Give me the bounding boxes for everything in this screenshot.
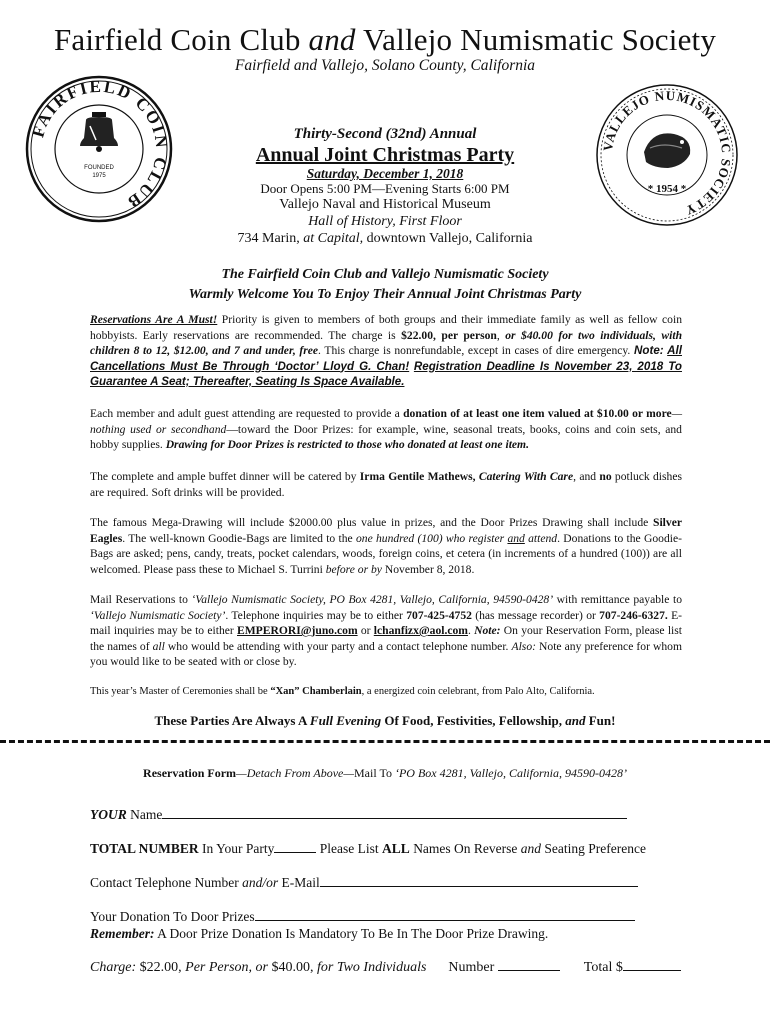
email-link-lchan[interactable]: lchanfizx@aol.com bbox=[373, 624, 468, 637]
donation-paragraph: Each member and adult guest attending are requested to provide a donation of at least one item valued at $10.00 or more—nothing used or secondhand—toward the Door Prizes: for example, wine, seasonal treats, books, coins and coin sets, and hobby supplies. Drawing for Door Prizes is restricted to those who donated at least one item. bbox=[90, 407, 682, 451]
svg-text:FAIRFIELD COIN CLUB: FAIRFIELD COIN CLUB bbox=[28, 76, 172, 213]
mega-drawing-paragraph: The famous Mega-Drawing will include $2000.00 plus value in prizes, and the Door Prizes Drawing shall include Silver Eagles. The well-known Goodie-Bags are limited to the one hundred (100) who register and attend. Donations to the Goodie-Bags are asked; pens, candy, treats, pocket calendars, woods, foreign coins, et cetera (in increments of a hundred (100)) are all welcomed. Please pass these to Michael S. Turrini before or by November 8, 2018. bbox=[90, 516, 682, 576]
event-times: Door Opens 5:00 PM—Evening Starts 6:00 PM bbox=[260, 181, 510, 196]
number-field[interactable] bbox=[498, 958, 560, 971]
master-of-ceremonies-paragraph: This year’s Master of Ceremonies shall be “Xan” Chamberlain, a energized coin celebrant, from Palo Alto, California. bbox=[90, 686, 595, 697]
name-field-row: YOUR Name bbox=[90, 806, 627, 823]
welcome-line-1: The Fairfield Coin Club and Vallejo Numismatic Society bbox=[221, 267, 549, 282]
svg-text:FOUNDED: FOUNDED bbox=[84, 165, 114, 171]
event-venue: Vallejo Naval and Historical Museum bbox=[279, 197, 491, 212]
name-field[interactable] bbox=[162, 806, 627, 819]
party-size-field[interactable] bbox=[274, 840, 316, 853]
eagle-icon bbox=[644, 133, 690, 168]
liberty-bell-icon bbox=[80, 112, 118, 152]
closing-line: These Parties Are Always A Full Evening Of Food, Festivities, Fellowship, and Fun! bbox=[154, 713, 616, 728]
party-size-row: TOTAL NUMBER In Your Party Please List ALL Names On Reverse and Seating Preference bbox=[90, 841, 646, 856]
contact-field[interactable] bbox=[320, 874, 638, 887]
event-address: 734 Marin, at Capital, downtown Vallejo, California bbox=[237, 231, 533, 246]
mail-reservations-paragraph: Mail Reservations to ‘Vallejo Numismatic Society, PO Box 4281, Vallejo, California, 94590-0428’ with remittance payable to ‘Vallejo Numismatic Society’. Telephone inquiries may be to either 707-425-4752 (has message recorder) or 707-246-6327. E-mail inquiries may be to either EMPERORI@juno.com or lchanfizx@aol.com. Note: On your Reservation Form, please list the names of all who would be attending with your party and a contact telephone number. Also: Note any preference for whom you would like to be seated with or close by. bbox=[90, 593, 683, 668]
reminder-row: Remember: A Door Prize Donation Is Mandatory To Be In The Door Prize Drawing. bbox=[90, 926, 549, 941]
catering-paragraph: The complete and ample buffet dinner will be catered by Irma Gentile Mathews, Catering With Care, and no potluck dishes are required. Soft drinks will be provided. bbox=[90, 470, 682, 499]
event-date: Saturday, December 1, 2018 bbox=[306, 166, 464, 181]
page-subtitle: Fairfield and Vallejo, Solano County, California bbox=[234, 57, 536, 74]
fairfield-coin-club-seal bbox=[24, 74, 174, 224]
donation-row: Your Donation To Door Prizes bbox=[90, 908, 635, 925]
vallejo-numismatic-society-seal bbox=[594, 82, 740, 228]
page-title: Fairfield Coin Club and Vallejo Numismatic Society bbox=[53, 22, 717, 57]
svg-text:VALLEJO NUMISMATIC SOCIETY: VALLEJO NUMISMATIC SOCIETY bbox=[600, 87, 735, 219]
donation-field[interactable] bbox=[255, 908, 635, 921]
charge-row: Charge: $22.00, Per Person, or $40.00, for Two Individuals Number Total $ bbox=[90, 958, 681, 976]
svg-text:1975: 1975 bbox=[92, 173, 106, 179]
reservation-form-heading: Reservation Form—Detach From Above—Mail To ‘PO Box 4281, Vallejo, California, 94590-0428’ bbox=[143, 766, 627, 780]
contact-row: Contact Telephone Number and/or E-Mail bbox=[90, 874, 638, 891]
event-title: Annual Joint Christmas Party bbox=[255, 144, 515, 166]
total-field[interactable] bbox=[623, 958, 681, 971]
reservations-paragraph: Reservations Are A Must! Priority is given to members of both groups and their immediate family as well as fellow coin hobbyists. Early reservations are recommended. The charge is $22.00, per person, or $40.00 for two individuals, with children 8 to 12, $12.00, and 7 and under, free. This charge is nonrefundable, except in cases of dire emergency. Note: All Cancellations Must Be Through ‘Doctor’ Lloyd G. Chan! Registration Deadline Is November 23, 2018 To Guarantee A Seat; Thereafter, Seating Is Space Available. bbox=[90, 313, 683, 388]
event-edition: Thirty-Second (32nd) Annual bbox=[293, 126, 477, 142]
event-hall: Hall of History, First Floor bbox=[308, 214, 462, 229]
email-link-emperori[interactable]: EMPERORI@juno.com bbox=[237, 624, 358, 637]
detach-line bbox=[0, 740, 770, 743]
welcome-line-2: Warmly Welcome You To Enjoy Their Annual Joint Christmas Party bbox=[188, 287, 582, 302]
svg-text:* 1954 *: * 1954 * bbox=[647, 183, 687, 195]
